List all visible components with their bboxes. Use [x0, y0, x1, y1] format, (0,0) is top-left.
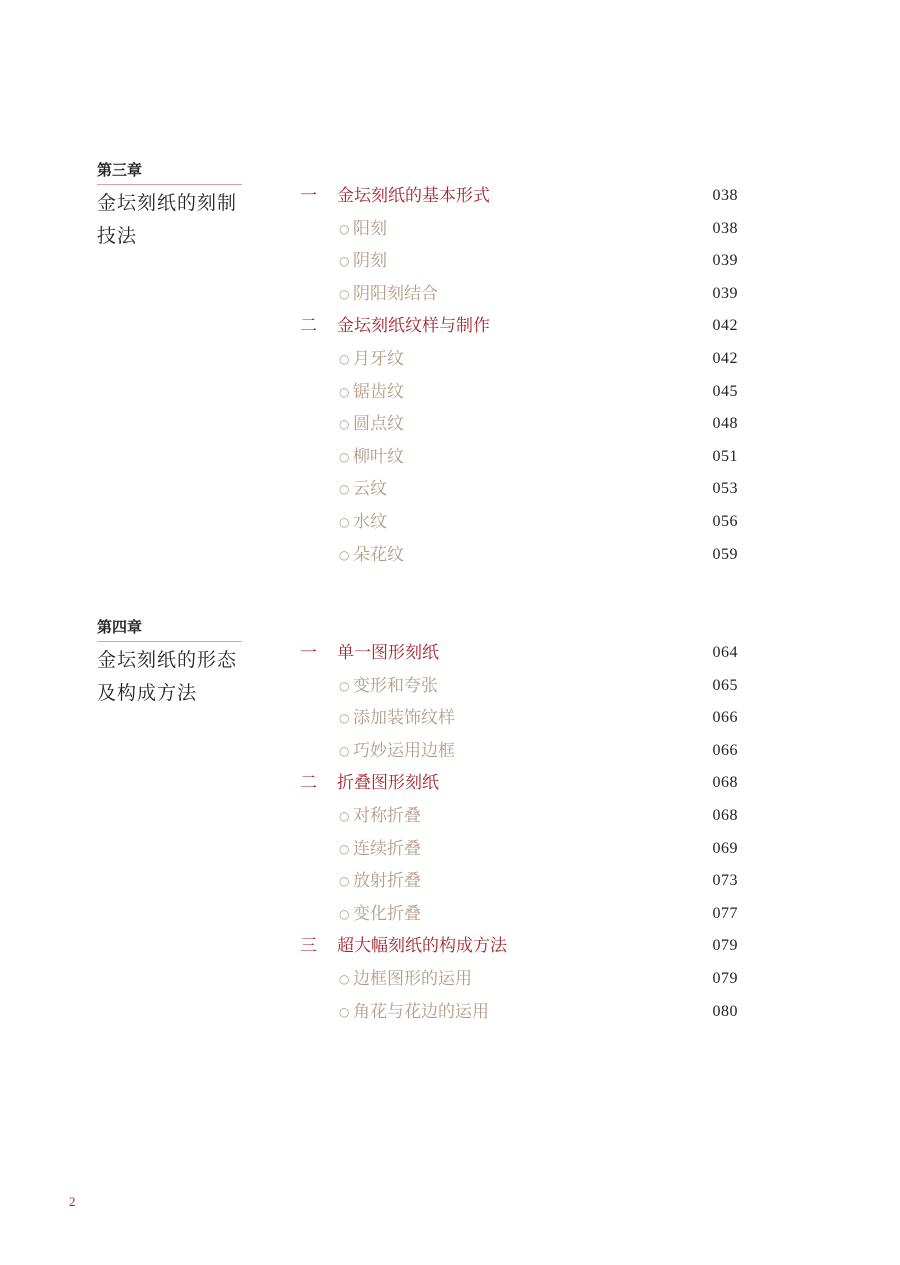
- entry-title: 折叠图形刻纸: [337, 773, 439, 794]
- entry-title: 圆点纹: [353, 414, 404, 435]
- page-number: 2: [69, 1194, 76, 1209]
- entry-title: 阴刻: [353, 251, 387, 272]
- circle-bullet-icon: ○: [339, 547, 350, 562]
- circle-bullet-icon: ○: [339, 449, 350, 464]
- chapter-label: 第四章: [97, 618, 143, 636]
- entry-title: 单一图形刻纸: [337, 643, 439, 663]
- entry-title: 添加装饰纹样: [353, 708, 455, 729]
- entry-title: 阴阳刻结合: [353, 283, 438, 304]
- entry-page-number: 065: [712, 676, 738, 694]
- toc-subsection-entry: [300, 898, 742, 931]
- toc-section-entry: [300, 930, 742, 963]
- section-number: 三: [300, 936, 317, 957]
- entry-title: 巧妙运用边框: [353, 740, 455, 761]
- entry-page-number: 059: [712, 545, 738, 563]
- entry-title: 金坛刻纸纹样与制作: [337, 316, 490, 337]
- entry-page-number: 066: [712, 741, 738, 759]
- entry-title: 云纹: [353, 479, 387, 500]
- toc-subsection-entry: [300, 473, 742, 506]
- circle-bullet-icon: ○: [339, 808, 350, 823]
- toc-subsection-entry: [300, 245, 742, 278]
- entry-page-number: 080: [712, 1002, 738, 1020]
- entry-page-number: 079: [712, 937, 738, 955]
- chapter-title-line: 技法: [97, 225, 138, 247]
- circle-bullet-icon: ○: [339, 971, 350, 986]
- section-number: 一: [300, 186, 317, 206]
- entry-title: 边框图形的运用: [353, 968, 472, 989]
- circle-bullet-icon: ○: [339, 841, 350, 856]
- toc-subsection-entry: [300, 963, 742, 996]
- toc-subsection-entry: [300, 735, 742, 768]
- circle-bullet-icon: ○: [339, 482, 350, 497]
- chapter-3: [97, 159, 742, 565]
- circle-bullet-icon: ○: [339, 1004, 350, 1019]
- circle-bullet-icon: ○: [339, 678, 350, 693]
- toc-section-entry: [300, 310, 742, 343]
- entry-page-number: 042: [712, 317, 738, 335]
- toc-subsection-entry: [300, 441, 742, 474]
- entry-title: 对称折叠: [353, 805, 421, 826]
- section-number: 二: [300, 316, 317, 337]
- toc-subsection-entry: [300, 865, 742, 898]
- entry-page-number: 038: [712, 187, 738, 204]
- circle-bullet-icon: ○: [339, 514, 350, 529]
- entry-page-number: 039: [712, 284, 738, 302]
- toc-section-entry: [300, 637, 742, 670]
- entry-page-number: 073: [712, 872, 738, 890]
- chapter-title: [97, 644, 247, 710]
- entry-title: 变形和夸张: [353, 675, 438, 696]
- toc-subsection-entry: [300, 343, 742, 376]
- entry-page-number: 039: [712, 252, 738, 270]
- toc-subsection-entry: [300, 539, 742, 572]
- entry-title: 月牙纹: [353, 348, 404, 369]
- entry-title: 阳刻: [353, 218, 387, 239]
- toc-subsection-entry: [300, 506, 742, 539]
- toc-section-entry: [300, 180, 742, 213]
- circle-bullet-icon: ○: [339, 906, 350, 921]
- section-number: 二: [300, 773, 317, 794]
- circle-bullet-icon: ○: [339, 417, 350, 432]
- entry-page-number: 042: [712, 349, 738, 367]
- entry-page-number: 064: [712, 644, 738, 661]
- entry-title: 水纹: [353, 511, 387, 532]
- toc-list: [300, 637, 742, 1028]
- toc-subsection-entry: [300, 833, 742, 866]
- toc-subsection-entry: [300, 278, 742, 311]
- entry-title: 柳叶纹: [353, 446, 404, 467]
- circle-bullet-icon: ○: [339, 711, 350, 726]
- chapter-divider: [97, 184, 242, 185]
- chapter-title-line: 及构成方法: [97, 682, 198, 704]
- entry-page-number: 068: [712, 774, 738, 792]
- entry-page-number: 045: [712, 382, 738, 400]
- chapter-label: 第三章: [97, 161, 143, 179]
- entry-page-number: 053: [712, 480, 738, 498]
- entry-page-number: 066: [712, 709, 738, 727]
- toc-subsection-entry: [300, 996, 742, 1029]
- entry-page-number: 079: [712, 969, 738, 987]
- entry-page-number: 038: [712, 219, 738, 237]
- toc-subsection-entry: [300, 376, 742, 409]
- toc-section-entry: [300, 767, 742, 800]
- entry-title: 角花与花边的运用: [353, 1001, 489, 1022]
- chapter-title-line: 金坛刻纸的刻制: [97, 192, 238, 214]
- entry-page-number: 077: [712, 904, 738, 922]
- toc-subsection-entry: [300, 670, 742, 703]
- toc-subsection-entry: [300, 408, 742, 441]
- entry-title: 连续折叠: [353, 838, 421, 859]
- chapter-title: [97, 187, 247, 253]
- entry-title: 锯齿纹: [353, 381, 404, 402]
- entry-title: 超大幅刻纸的构成方法: [337, 936, 507, 957]
- entry-page-number: 068: [712, 806, 738, 824]
- toc-subsection-entry: [300, 702, 742, 735]
- toc-subsection-entry: [300, 213, 742, 246]
- circle-bullet-icon: ○: [339, 384, 350, 399]
- circle-bullet-icon: ○: [339, 221, 350, 236]
- entry-page-number: 051: [712, 447, 738, 465]
- chapter-title-line: 金坛刻纸的形态: [97, 649, 238, 671]
- chapter-divider: [97, 641, 242, 642]
- section-number: 一: [300, 643, 317, 663]
- entry-title: 放射折叠: [353, 871, 421, 892]
- entry-page-number: 048: [712, 415, 738, 433]
- entry-page-number: 056: [712, 512, 738, 530]
- circle-bullet-icon: ○: [339, 743, 350, 758]
- entry-title: 金坛刻纸的基本形式: [337, 186, 490, 206]
- circle-bullet-icon: ○: [339, 286, 350, 301]
- entry-title: 朵花纹: [353, 544, 404, 565]
- chapter-4: [97, 616, 742, 1022]
- toc-list: [300, 180, 742, 571]
- toc-subsection-entry: [300, 800, 742, 833]
- circle-bullet-icon: ○: [339, 351, 350, 366]
- entry-title: 变化折叠: [353, 903, 421, 924]
- circle-bullet-icon: ○: [339, 254, 350, 269]
- circle-bullet-icon: ○: [339, 874, 350, 889]
- entry-page-number: 069: [712, 839, 738, 857]
